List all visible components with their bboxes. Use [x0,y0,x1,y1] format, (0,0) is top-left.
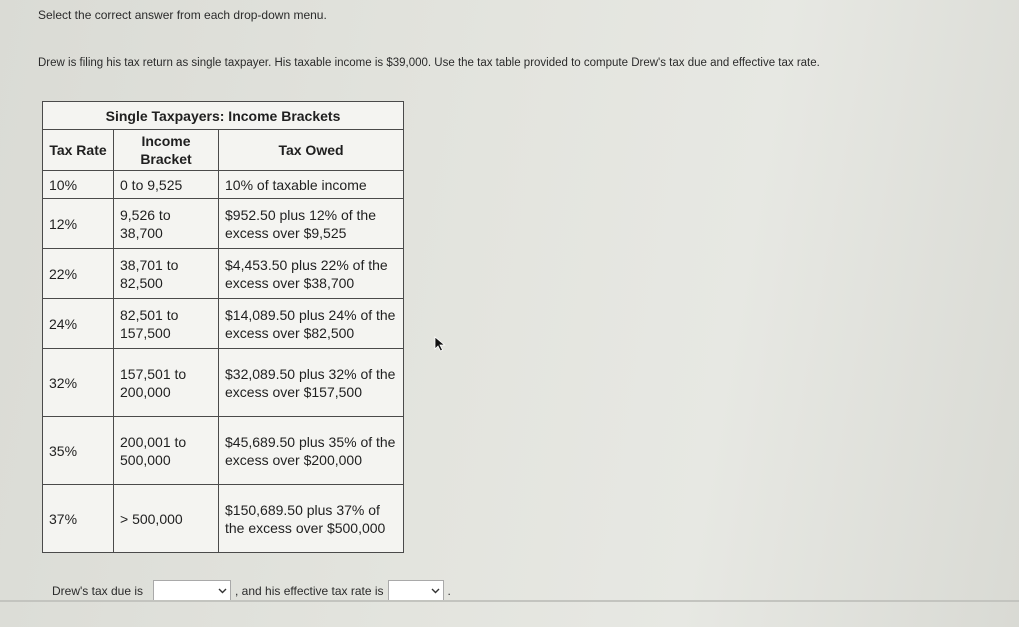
table-row [43,299,404,349]
table-row [43,485,404,553]
table-row [43,199,404,249]
problem-statement: Drew is filing his tax return as single taxpayer. His taxable income is $39,000. Use the tax table provided to compute Drew's tax due and effective tax rate. [38,57,820,69]
cell-rate: 35% [43,417,114,485]
cell-rate: 24% [43,299,114,349]
cell-owed: 10% of taxable income [219,171,404,199]
table-title: Single Taxpayers: Income Brackets [42,101,404,129]
tax-due-dropdown[interactable] [153,580,231,601]
answer-suffix-text: . [447,583,451,598]
header-income-bracket: Income Bracket [114,130,219,171]
table-row [43,171,404,199]
cell-bracket: 0 to 9,525 [114,171,219,199]
cell-rate: 22% [43,249,114,299]
cell-owed: $14,089.50 plus 24% of the excess over $82,500 [219,299,404,349]
cell-owed: $952.50 plus 12% of the excess over $9,525 [219,199,404,249]
answer-sentence [52,580,451,601]
cell-bracket: 157,501 to 200,000 [114,349,219,417]
cell-owed: $150,689.50 plus 37% of the excess over $500,000 [219,485,404,553]
table-header-row [43,130,404,171]
cell-bracket: 82,501 to 157,500 [114,299,219,349]
cell-bracket: 9,526 to 38,700 [114,199,219,249]
header-tax-rate: Tax Rate [43,130,114,171]
answer-middle-text: , and his effective tax rate is [235,583,384,598]
chevron-down-icon [218,586,230,596]
cell-rate: 37% [43,485,114,553]
instruction-text: Select the correct answer from each drop-down menu. [38,8,327,22]
header-tax-owed: Tax Owed [219,130,404,171]
cell-bracket: 200,001 to 500,000 [114,417,219,485]
table-row [43,349,404,417]
cell-owed: $45,689.50 plus 35% of the excess over $200,000 [219,417,404,485]
cell-owed: $4,453.50 plus 22% of the excess over $38,700 [219,249,404,299]
cell-bracket: > 500,000 [114,485,219,553]
cell-rate: 10% [43,171,114,199]
cell-rate: 12% [43,199,114,249]
answer-prefix-text: Drew's tax due is [52,583,143,598]
chevron-down-icon [431,586,443,596]
income-brackets-table [42,101,404,553]
table-row [43,417,404,485]
table-row [43,249,404,299]
cell-owed: $32,089.50 plus 32% of the excess over $157,500 [219,349,404,417]
cell-rate: 32% [43,349,114,417]
divider [0,600,1019,602]
mouse-pointer-icon [434,336,446,357]
cell-bracket: 38,701 to 82,500 [114,249,219,299]
effective-rate-dropdown[interactable] [388,580,444,601]
